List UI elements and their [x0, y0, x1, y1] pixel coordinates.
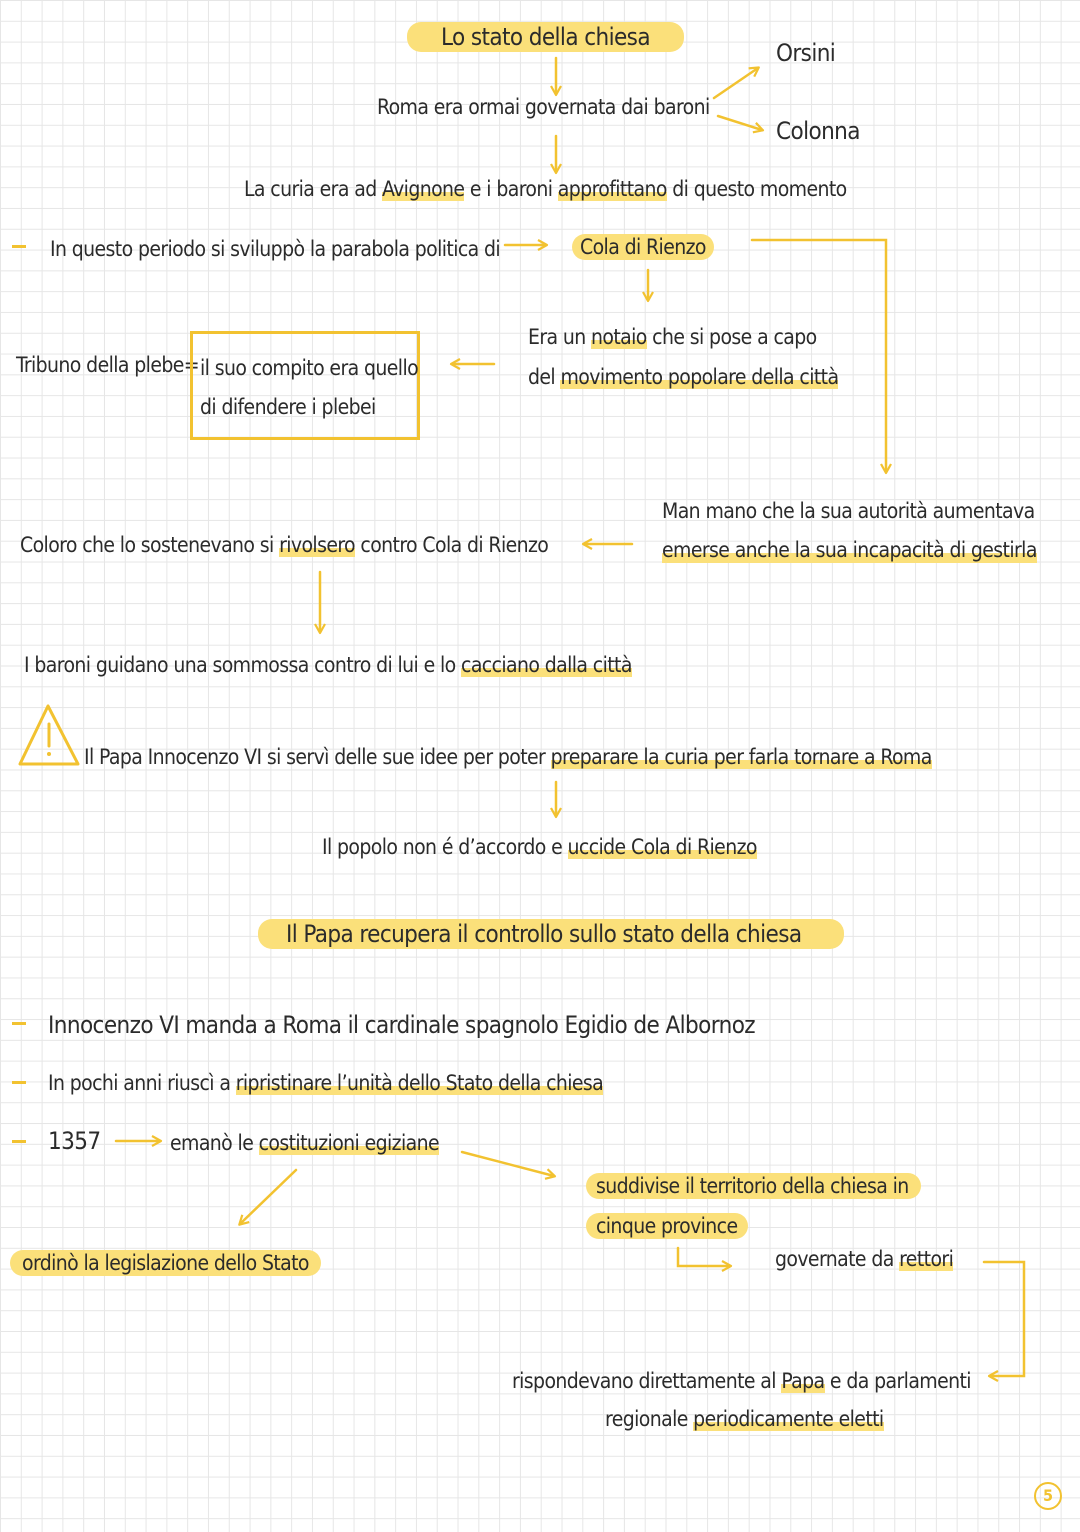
- orsini-label: Orsini: [776, 39, 836, 67]
- papa-recupera-badge: Il Papa recupera il controllo sullo stato della chiesa: [258, 919, 844, 949]
- bullet-dash: [12, 1022, 26, 1025]
- arrow-to-suddivise: [462, 1152, 554, 1176]
- bullet-dash: [12, 1140, 26, 1143]
- popolo-text: Il popolo non é d’accordo e uccide Cola di Rienzo: [322, 835, 757, 859]
- tribuno-line1: il suo compito era quello: [200, 356, 419, 380]
- notaio-line1: Era un notaio che si pose a capo: [528, 325, 817, 349]
- papa-idee-text: Il Papa Innocenzo VI si servì delle sue idee per poter preparare la curia per farla tornare a Roma: [84, 745, 932, 769]
- autorita-line1: Man mano che la sua autorità aumentava: [662, 499, 1035, 523]
- page-number: 5: [1034, 1482, 1062, 1510]
- roma-baroni-text: Roma era ormai governata dai baroni: [377, 95, 710, 119]
- title-badge: Lo stato della chiesa: [407, 22, 684, 52]
- bullet-dash: [12, 245, 26, 248]
- curia-avignone-text: La curia era ad Avignone e i baroni approfittano di questo momento: [244, 177, 847, 201]
- warning-icon: [20, 706, 78, 764]
- notaio-line2: del movimento popolare della città: [528, 365, 839, 389]
- periodo-text: In questo periodo si sviluppò la parabola politica di: [50, 237, 501, 261]
- rispondevano-line2: regionale periodicamente eletti: [605, 1407, 884, 1431]
- colonna-label: Colonna: [776, 117, 860, 145]
- suddivise-line2: cinque province: [586, 1213, 748, 1239]
- cola-badge: Cola di Rienzo: [572, 234, 714, 260]
- tribuno-box: [190, 331, 420, 440]
- arrow-to-rettori: [678, 1248, 730, 1266]
- arrow-to-orsini: [714, 68, 758, 98]
- rispondevano-line1: rispondevano direttamente al Papa e da parlamenti: [512, 1369, 971, 1393]
- arrow-to-colonna: [718, 116, 762, 130]
- suddivise-line1: suddivise il territorio della chiesa in: [586, 1173, 921, 1199]
- ordino-badge: ordinò la legislazione dello Stato: [10, 1250, 321, 1276]
- tribuno-line2: di difendere i plebei: [200, 395, 376, 419]
- arrow-rettori-rispondevano: [984, 1262, 1024, 1376]
- rettori-text: governate da rettori: [775, 1247, 954, 1271]
- bullet-albornoz: Innocenzo VI manda a Roma il cardinale spagnolo Egidio de Albornoz: [48, 1011, 756, 1039]
- tribuno-label: Tribuno della plebe=: [16, 353, 199, 377]
- baroni-sommossa-text: I baroni guidano una sommossa contro di lui e lo cacciano dalla città: [24, 653, 632, 677]
- arrow-cola-autorita: [752, 240, 886, 472]
- autorita-line2: emerse anche la sua incapacità di gestirla: [662, 538, 1037, 562]
- coloro-text: Coloro che lo sostenevano si rivolsero contro Cola di Rienzo: [20, 533, 549, 557]
- bullet-year: 1357: [48, 1127, 101, 1155]
- arrow-to-ordino: [240, 1170, 296, 1224]
- bullet-dash: [12, 1081, 26, 1084]
- bullet-costituzioni: emanò le costituzioni egiziane: [170, 1131, 440, 1155]
- bullet-ripristinare: In pochi anni riuscì a ripristinare l’unità dello Stato della chiesa: [48, 1071, 604, 1095]
